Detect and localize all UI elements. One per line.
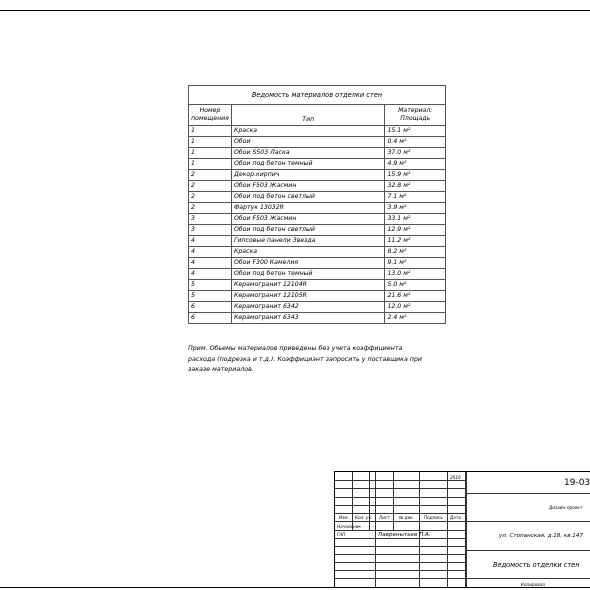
area-cell: 32.8 м² [385,181,446,192]
room-cell: 1 [189,126,232,137]
area-cell: 7.1 м² [385,192,446,203]
tb-col-label: Кол. уч. [355,515,373,520]
tb-project-code: 19-03 [564,478,590,488]
area-cell: 0.4 м² [385,137,446,148]
tb-col-label: Подпись [424,515,443,520]
tb-line [465,493,590,494]
tb-year: 2019 [450,475,461,480]
area-cell: 21.6 м² [385,291,446,302]
tb-line [447,472,448,587]
tb-line [375,472,376,587]
type-cell: Декор.кирпич [231,170,384,181]
tb-line [335,513,465,514]
table-row [189,236,446,247]
table-row [189,192,446,203]
area-cell: 9.1 м² [385,258,446,269]
header-area-line1: Материал: [398,107,433,115]
area-cell: 37.0 м² [385,148,446,159]
tb-line [465,521,590,522]
tb-line [335,480,465,481]
area-cell: 15.9 м² [385,170,446,181]
type-cell: Керамогранит 12105R [231,291,384,302]
room-cell: 2 [189,170,232,181]
type-cell: Краска [231,126,384,137]
room-cell: 1 [189,148,232,159]
tb-line [335,578,465,579]
wall-finish-schedule [188,85,446,324]
table-row [189,302,446,313]
type-cell: Гипсовые панели Звезда [231,236,384,247]
area-cell: 2.4 м² [385,313,446,324]
room-cell: 2 [189,181,232,192]
tb-line [335,570,465,571]
header-area [385,105,446,126]
type-cell: Обои F300 Камелия [231,258,384,269]
room-cell: 4 [189,236,232,247]
tb-line [369,472,370,530]
area-cell: 13.0 м² [385,269,446,280]
room-cell: 5 [189,291,232,302]
type-cell: Фартук 13032R [231,203,384,214]
type-cell: Обои F503 Жасмин [231,181,384,192]
type-cell: Керамогранит 6343 [231,313,384,324]
area-cell: 5.0 м² [385,280,446,291]
area-cell: 8.2 м² [385,247,446,258]
table-row [189,181,446,192]
table-row [189,313,446,324]
tb-line [465,578,590,579]
table-row [189,159,446,170]
tb-author: Лавренытьев П.А. [378,532,431,538]
type-cell: Обои под бетон темный [231,269,384,280]
tb-line [335,497,465,498]
table-row [189,291,446,302]
room-cell: 1 [189,159,232,170]
tb-project-type: Дизайн-проект [549,505,583,510]
tb-col-label: Лист [379,515,390,520]
area-cell: 11.2 м² [385,236,446,247]
tb-line [352,472,353,530]
area-cell: 15.1 м² [385,126,446,137]
tb-col-label: Изм. [339,515,349,520]
header-room [189,105,232,126]
schedule-title: Ведомость материалов отделки стен [189,86,446,105]
tb-address: ул. Стопанская, д.18, кв.147 [499,533,584,539]
type-cell: Керамогранит 12104R [231,280,384,291]
tb-line [335,505,465,506]
room-cell: 6 [189,313,232,324]
room-cell: 2 [189,192,232,203]
room-cell: 4 [189,247,232,258]
room-cell: 1 [189,137,232,148]
tb-line [335,530,465,531]
type-cell: Обои [231,137,384,148]
room-cell: 5 [189,280,232,291]
tb-line [335,538,465,539]
tb-line [393,472,394,530]
tb-line [465,550,590,551]
room-cell: 4 [189,269,232,280]
header-area-line2: Площадь [400,115,431,122]
tb-col-label: № док. [399,515,415,520]
tb-sheet-title: Ведомость отделки стен [493,561,580,569]
room-cell: 4 [189,258,232,269]
area-cell: 3.9 м² [385,203,446,214]
header-room-line2: помещения [191,115,229,122]
tb-role-head: Начальник [337,524,361,529]
room-cell: 2 [189,203,232,214]
type-cell: Обои под бетон темный [231,159,384,170]
table-row [189,258,446,269]
tb-copied: Копировал [521,582,545,587]
table-row [189,225,446,236]
table-row [189,137,446,148]
title-block [334,471,590,587]
area-cell: 33.1 м² [385,214,446,225]
header-room-line1: Номер [199,107,221,115]
tb-line [335,521,465,522]
materials-note: Прим. Обьемы материалов приведены без учета коэффициента расхода (подрезка и т.д.). Коэффициэнт запросить у поставщика при заказе материалов. [188,345,423,373]
table-row [189,247,446,258]
area-cell: 12.9 м² [385,225,446,236]
header-type: Тип [231,105,384,126]
tb-line [335,488,465,489]
table-row [189,269,446,280]
type-cell: Обои S503 Ласка [231,148,384,159]
table-row [189,214,446,225]
type-cell: Керамогранит 6342 [231,302,384,313]
tb-line [335,554,465,555]
area-cell: 4.9 м² [385,159,446,170]
type-cell: Обои под бетон светлый [231,192,384,203]
room-cell: 3 [189,214,232,225]
tb-role-gap: ГАП [337,532,346,537]
tb-line [335,546,465,547]
tb-line [335,562,465,563]
type-cell: Обои F503 Жасмин [231,214,384,225]
table-row [189,280,446,291]
room-cell: 3 [189,225,232,236]
area-cell: 12.0 м² [385,302,446,313]
room-cell: 6 [189,302,232,313]
table-row [189,126,446,137]
type-cell: Обои под бетон светлый [231,225,384,236]
tb-col-label: Дата [450,515,461,520]
tb-line [465,472,467,587]
table-row [189,170,446,181]
table-row [189,203,446,214]
tb-line [419,472,420,587]
type-cell: Краска [231,247,384,258]
table-row [189,148,446,159]
